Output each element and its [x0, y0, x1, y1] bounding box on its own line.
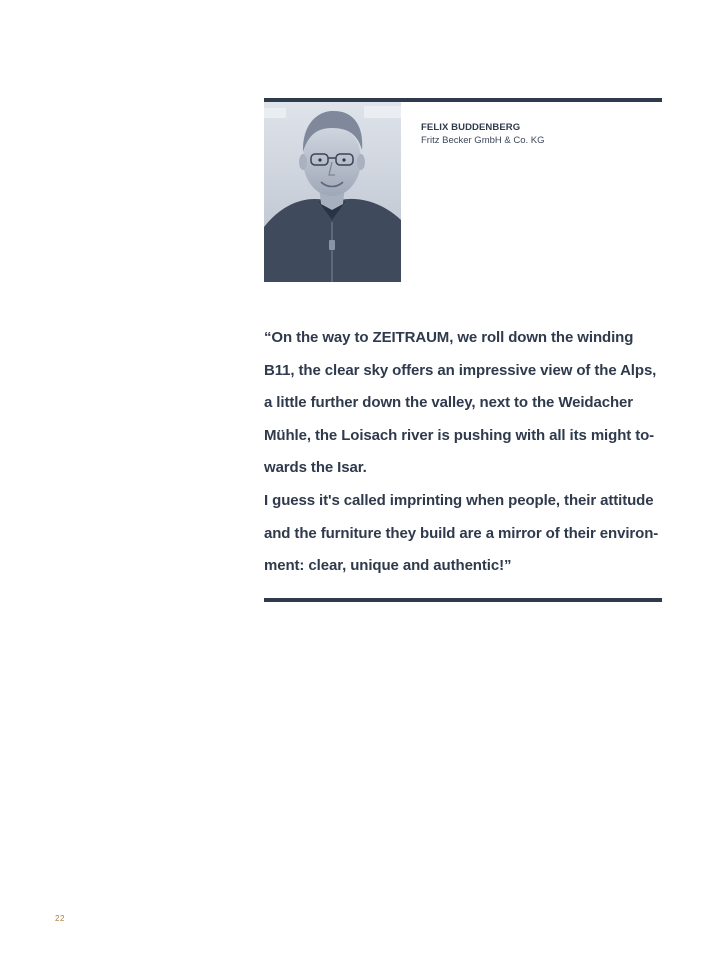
- bottom-divider: [264, 598, 662, 602]
- author-name: FELIX BUDDENBERG: [421, 122, 521, 133]
- quote-line: Mühle, the Loisach river is pushing with all its might to-: [264, 426, 655, 444]
- quote-line: ment: clear, unique and authentic!”: [264, 557, 512, 575]
- quote-line: “On the way to ZEITRAUM, we roll down the winding: [264, 329, 634, 346]
- testimonial-quote: [264, 322, 664, 583]
- author-portrait: [264, 102, 401, 282]
- quote-line: a little further down the valley, next to the Weidacher: [264, 394, 634, 412]
- page-number: 22: [55, 914, 65, 923]
- author-info: [421, 121, 545, 147]
- quote-line: B11, the clear sky offers an impressive view of the Alps,: [264, 361, 657, 379]
- author-company: Fritz Becker GmbH & Co. KG: [421, 135, 545, 146]
- quote-line: wards the Isar.: [264, 459, 367, 477]
- quote-line: I guess it's called imprinting when people, their attitude: [264, 491, 654, 509]
- quote-line: and the furniture they build are a mirror of their environ-: [264, 524, 659, 542]
